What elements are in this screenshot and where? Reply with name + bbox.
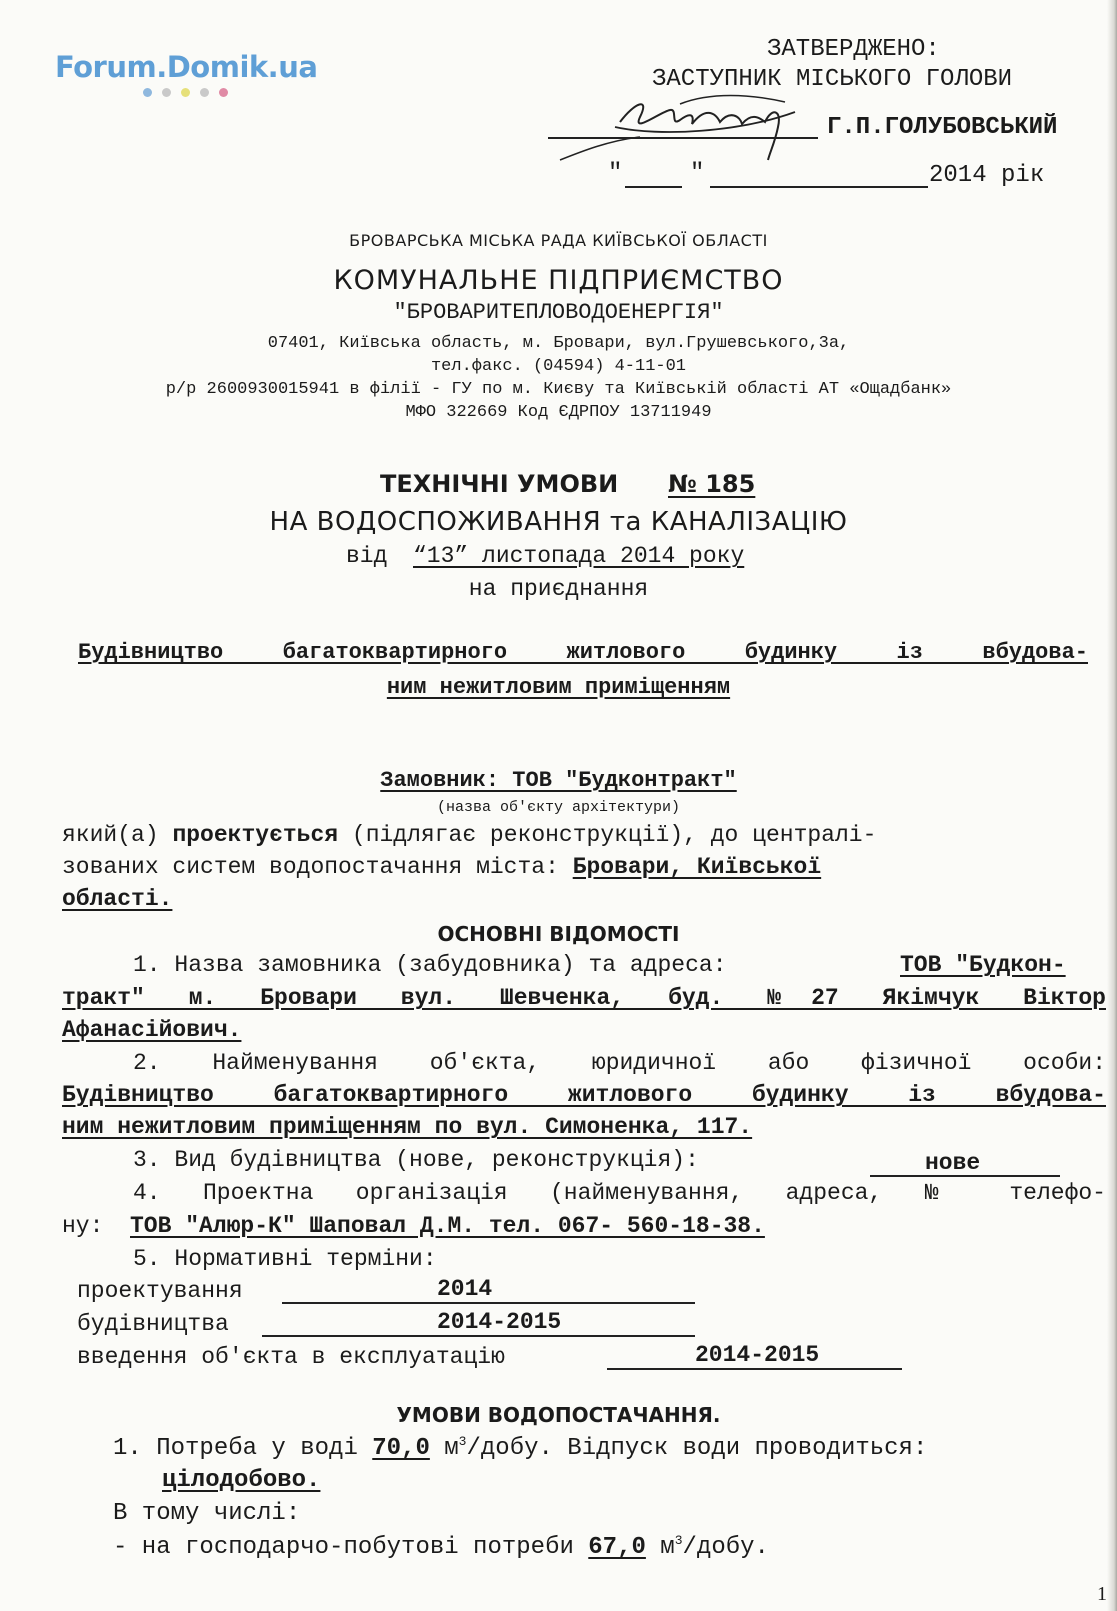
commission-term-label: введення об'єкта в експлуатацію bbox=[77, 1344, 505, 1370]
domestic-need-value: 67,0 bbox=[588, 1534, 646, 1561]
build-term-line bbox=[262, 1335, 695, 1337]
water-need-prefix: 1. Потреба у воді bbox=[113, 1435, 358, 1462]
logo-dot bbox=[200, 88, 209, 97]
signature bbox=[520, 82, 830, 172]
organization-phone: тел.факс. (04594) 4-11-01 bbox=[430, 357, 687, 376]
title-purpose: на приєднання bbox=[468, 576, 649, 602]
title-main: ТЕХНІЧНІ УМОВИ bbox=[380, 470, 619, 498]
design-term-label: проектування bbox=[77, 1278, 243, 1304]
approval-year: 2014 рік bbox=[929, 162, 1045, 189]
intro-city: Бровари, Київської bbox=[572, 854, 822, 880]
water-need-unit-sup: 3 bbox=[458, 1434, 467, 1449]
month-blank bbox=[710, 186, 928, 188]
intro-which: який(а) bbox=[62, 822, 159, 848]
intro-region: області. bbox=[62, 886, 173, 912]
water-heading: УМОВИ ВОДОПОСТАЧАННЯ. bbox=[396, 1403, 721, 1427]
item-3-value: нове bbox=[925, 1150, 981, 1176]
item-1-value-1: ТОВ "Будкон- bbox=[900, 952, 1066, 978]
approved-label: ЗАТВЕРДЖЕНО: bbox=[767, 36, 940, 63]
logo-dot bbox=[143, 88, 152, 97]
council-name: БРОВАРСЬКА МІСЬКА РАДА КИЇВСЬКОЇ ОБЛАСТІ bbox=[349, 231, 768, 250]
approver-position: ЗАСТУПНИК МІСЬКОГО ГОЛОВИ bbox=[652, 66, 1013, 93]
item-5-label: 5. Нормативні терміни: bbox=[133, 1246, 437, 1272]
title-date-prefix: від bbox=[346, 543, 388, 569]
organization-name: "БРОВАРИТЕПЛОВОДОЕНЕРГІЯ" bbox=[393, 300, 724, 325]
organization-address: 07401, Київська область, м. Бровари, вул.Грушевського,3а, bbox=[267, 334, 850, 353]
date-close-quote: " bbox=[690, 160, 705, 187]
design-term-value: 2014 bbox=[437, 1276, 493, 1302]
basic-heading: ОСНОВНІ ВІДОМОСТІ bbox=[437, 922, 680, 946]
build-term-label: будівництва bbox=[77, 1311, 229, 1337]
item-4-prefix: ну: bbox=[62, 1213, 104, 1239]
item-2-value-2: ним нежитловим приміщенням по вул. Симоненка, 117. bbox=[62, 1114, 753, 1140]
item-2-value-1: Будівництво багатоквартирного житлового будинку із вбудова- bbox=[62, 1082, 1106, 1108]
item-1-label: 1. Назва замовника (забудовника) та адреса: bbox=[133, 952, 727, 978]
item-2-label: 2. Найменування об'єкта, юридичної або фізичної особи: bbox=[133, 1050, 1106, 1076]
customer-label: Замовник: ТОВ "Будконтракт" bbox=[380, 768, 737, 793]
water-need-suffix: /добу. Відпуск води проводиться: bbox=[466, 1435, 928, 1462]
organization-type: КОМУНАЛЬНЕ ПІДПРИЄМСТВО bbox=[333, 265, 784, 296]
registration-codes: МФО 322669 Код ЄДРПОУ 13711949 bbox=[405, 403, 712, 422]
commission-term-line bbox=[607, 1368, 902, 1370]
water-supply-mode: цілодобово. bbox=[162, 1467, 321, 1494]
item-1-value-3: Афанасійович. bbox=[62, 1017, 242, 1043]
build-term-value: 2014-2015 bbox=[437, 1309, 562, 1335]
logo-dot bbox=[219, 88, 228, 97]
intro-systems: зованих систем водопостачання міста: bbox=[62, 854, 559, 880]
watermark-logo: Forum.Domik.ua bbox=[55, 50, 318, 84]
logo-dot bbox=[181, 88, 190, 97]
item-1-value-2: тракт" м. Бровари вул. Шевченка, буд. №27 Якімчук Віктор bbox=[62, 985, 1106, 1011]
object-line-1: Будівництво багатоквартирного житлового будинку із вбудова- bbox=[78, 640, 1088, 665]
domestic-need-line bbox=[113, 1533, 769, 1561]
item-3-label: 3. Вид будівництва (нове, реконструкція): bbox=[133, 1147, 699, 1173]
customer-caption: (назва об'єкту архітектури) bbox=[436, 799, 681, 816]
date-open-quote: " bbox=[608, 160, 623, 187]
intro-line-2 bbox=[62, 854, 821, 880]
intro-designed: проектується bbox=[172, 822, 339, 848]
item-4-value: ТОВ "Алюр-К" Шаповал Д.М. тел. 067- 560-18-38. bbox=[130, 1213, 765, 1239]
intro-line-1 bbox=[62, 822, 876, 848]
intro-reconstruction: (підлягає реконструкції), до централі- bbox=[351, 822, 877, 848]
approver-name: Г.П.ГОЛУБОВСЬКИЙ bbox=[827, 114, 1058, 141]
bank-details: р/р 2600930015941 в філії - ГУ по м. Києву та Київській області АТ «Ощадбанк» bbox=[165, 380, 952, 399]
domestic-need-unit-sup: 3 bbox=[674, 1533, 683, 1548]
water-need-unit: м bbox=[444, 1435, 459, 1462]
page-number: 1 bbox=[1097, 1583, 1107, 1605]
design-term-line bbox=[282, 1302, 695, 1304]
domestic-need-unit: м bbox=[660, 1534, 675, 1561]
domestic-need-prefix: - на господарчо-побутові потреби bbox=[113, 1534, 574, 1561]
domestic-need-suffix: /добу. bbox=[682, 1534, 769, 1561]
commission-term-value: 2014-2015 bbox=[695, 1342, 820, 1368]
water-need-value: 70,0 bbox=[372, 1435, 430, 1462]
water-need-line bbox=[113, 1434, 927, 1462]
item-4-label: 4. Проектна організація (найменування, адреса, № телефо- bbox=[133, 1180, 1106, 1206]
title-date: “13” листопада 2014 року bbox=[413, 543, 745, 569]
day-blank bbox=[625, 186, 682, 188]
object-line-2: ним нежитловим приміщенням bbox=[386, 675, 731, 700]
water-including: В тому числі: bbox=[113, 1500, 301, 1527]
title-subject: НА ВОДОСПОЖИВАННЯ та КАНАЛІЗАЦІЮ bbox=[269, 507, 848, 537]
logo-dot bbox=[162, 88, 171, 97]
title-number: № 185 bbox=[668, 470, 756, 498]
